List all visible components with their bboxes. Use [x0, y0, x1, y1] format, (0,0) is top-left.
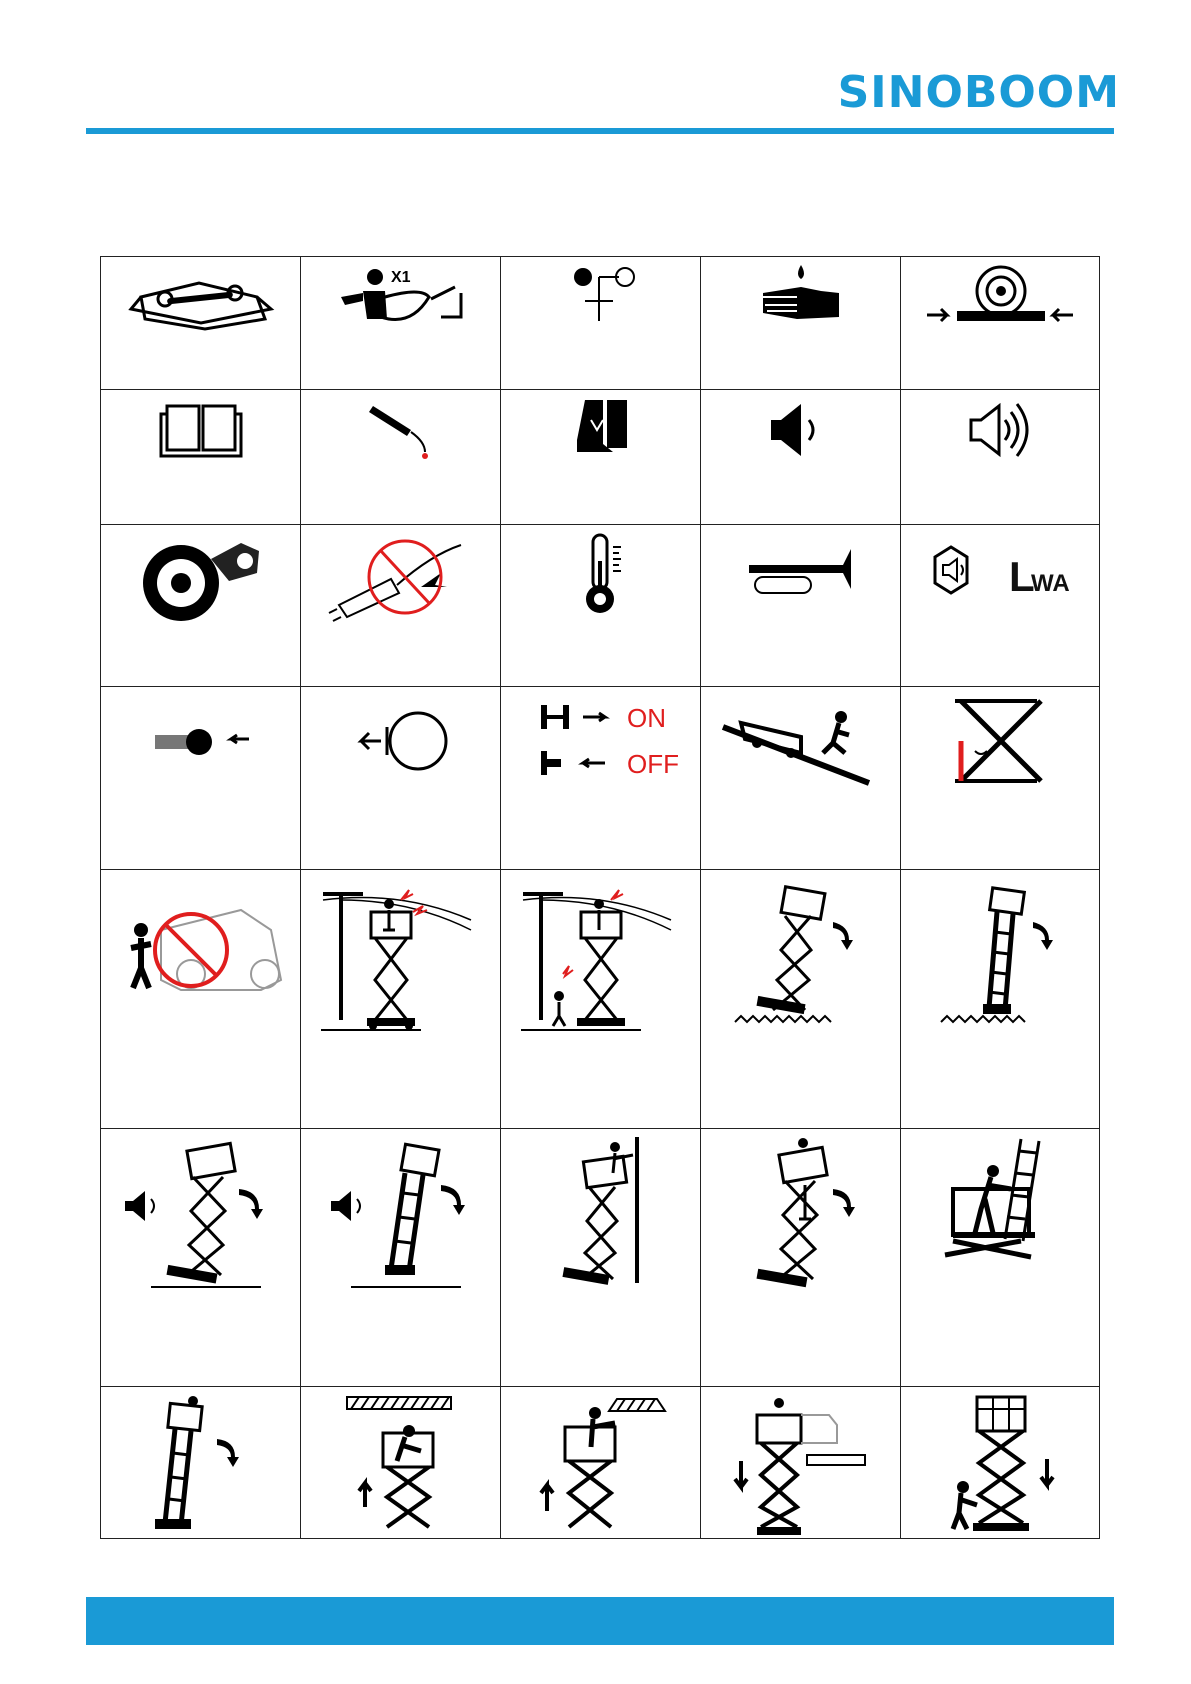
table-cell: [501, 525, 701, 687]
table-cell: [901, 870, 1100, 1129]
table-cell: [501, 870, 701, 1129]
push-button-icon: [101, 687, 300, 870]
ladder-on-platform-hazard-icon: [901, 1129, 1100, 1387]
lowering-crush-person-icon: [901, 1387, 1100, 1539]
header-rule: [86, 128, 1114, 134]
table-cell: [701, 687, 901, 870]
overhead-edge-crush-icon: [501, 1387, 700, 1539]
table-cell: [701, 257, 901, 390]
table-cell: [901, 687, 1100, 870]
pothole-tip-hazard-icon: [701, 1129, 900, 1387]
table-cell: [301, 1129, 501, 1387]
table-row: [101, 525, 1100, 687]
wall-push-hazard-icon: [501, 1129, 700, 1387]
foot-pedal-icon: [501, 390, 700, 525]
table-row: [101, 1129, 1100, 1387]
table-cell: [901, 390, 1100, 525]
table-row: [101, 870, 1100, 1129]
no-standing-near-vehicle-icon: [101, 870, 300, 1129]
no-hand-near-plug-icon: [301, 525, 500, 687]
table-cell: [901, 257, 1100, 390]
table-cell: [101, 257, 301, 390]
tilt-alarm-mast-icon: [301, 1129, 500, 1387]
horn-icon: [701, 525, 900, 687]
crush-roller-icon: [901, 257, 1100, 390]
thermometer-icon: [501, 525, 700, 687]
svg-text:ON: ON: [627, 703, 666, 733]
tip-over-soft-ground-icon: [701, 870, 900, 1129]
table-cell: [501, 687, 701, 870]
table-cell: [101, 687, 301, 870]
table-cell: [501, 390, 701, 525]
table-row: [101, 257, 1100, 390]
footer-bar: [86, 1597, 1114, 1645]
table-cell: [701, 870, 901, 1129]
table-cell: [701, 525, 901, 687]
table-cell: [301, 525, 501, 687]
on-off-switch-icon: [501, 687, 700, 870]
svg-text:L: L: [1009, 553, 1035, 600]
table-cell: [501, 257, 701, 390]
grease-gun-icon: [301, 390, 500, 525]
table-cell: [301, 257, 501, 390]
table-cell: [701, 1387, 901, 1539]
sinoboom-logo: SINOBOOM: [837, 67, 1120, 118]
mast-tip-over-icon: [101, 1387, 300, 1539]
table-cell: [501, 1129, 701, 1387]
overhead-crush-icon: [301, 1387, 500, 1539]
electrocution-ground-hazard-icon: [501, 870, 700, 1129]
wheel-drive-icon: [101, 525, 300, 687]
table-cell: [101, 525, 301, 687]
table-row: [101, 1387, 1100, 1539]
emergency-stop-icon: [301, 687, 500, 870]
table-cell: [101, 1129, 301, 1387]
table-cell: [101, 390, 301, 525]
table-cell: [101, 1387, 301, 1539]
mast-tip-over-soft-ground-icon: [901, 870, 1100, 1129]
svg-text:OFF: OFF: [627, 749, 679, 779]
sound-power-icon: [901, 525, 1100, 687]
wind-speed-icon: [501, 257, 700, 390]
electrocution-hazard-icon: [301, 870, 500, 1129]
table-cell: [901, 1129, 1100, 1387]
table-row: [101, 390, 1100, 525]
table-cell: [701, 390, 901, 525]
hand-fluid-icon: [701, 257, 900, 390]
table-cell: [701, 1129, 901, 1387]
table-cell: [901, 1387, 1100, 1539]
svg-text:WA: WA: [1031, 570, 1070, 597]
lowering-obstruction-icon: [701, 1387, 900, 1539]
table-cell: [301, 390, 501, 525]
table-cell: [301, 1387, 501, 1539]
table-cell: [301, 870, 501, 1129]
loud-speaker-icon: [901, 390, 1100, 525]
read-manual-icon: [101, 390, 300, 525]
runaway-machine-slope-icon: [701, 687, 900, 870]
safety-symbols-table: [100, 256, 1100, 1539]
scissor-pinch-icon: [901, 687, 1100, 870]
table-row: [101, 687, 1100, 870]
table-cell: [901, 525, 1100, 687]
table-cell: [501, 1387, 701, 1539]
table-cell: [101, 870, 301, 1129]
manual-wrench-icon: [101, 257, 300, 390]
table-cell: [301, 687, 501, 870]
speaker-icon: [701, 390, 900, 525]
svg-text:X1: X1: [391, 269, 411, 286]
harness-x1-icon: [301, 257, 500, 390]
tilt-alarm-scissor-icon: [101, 1129, 300, 1387]
